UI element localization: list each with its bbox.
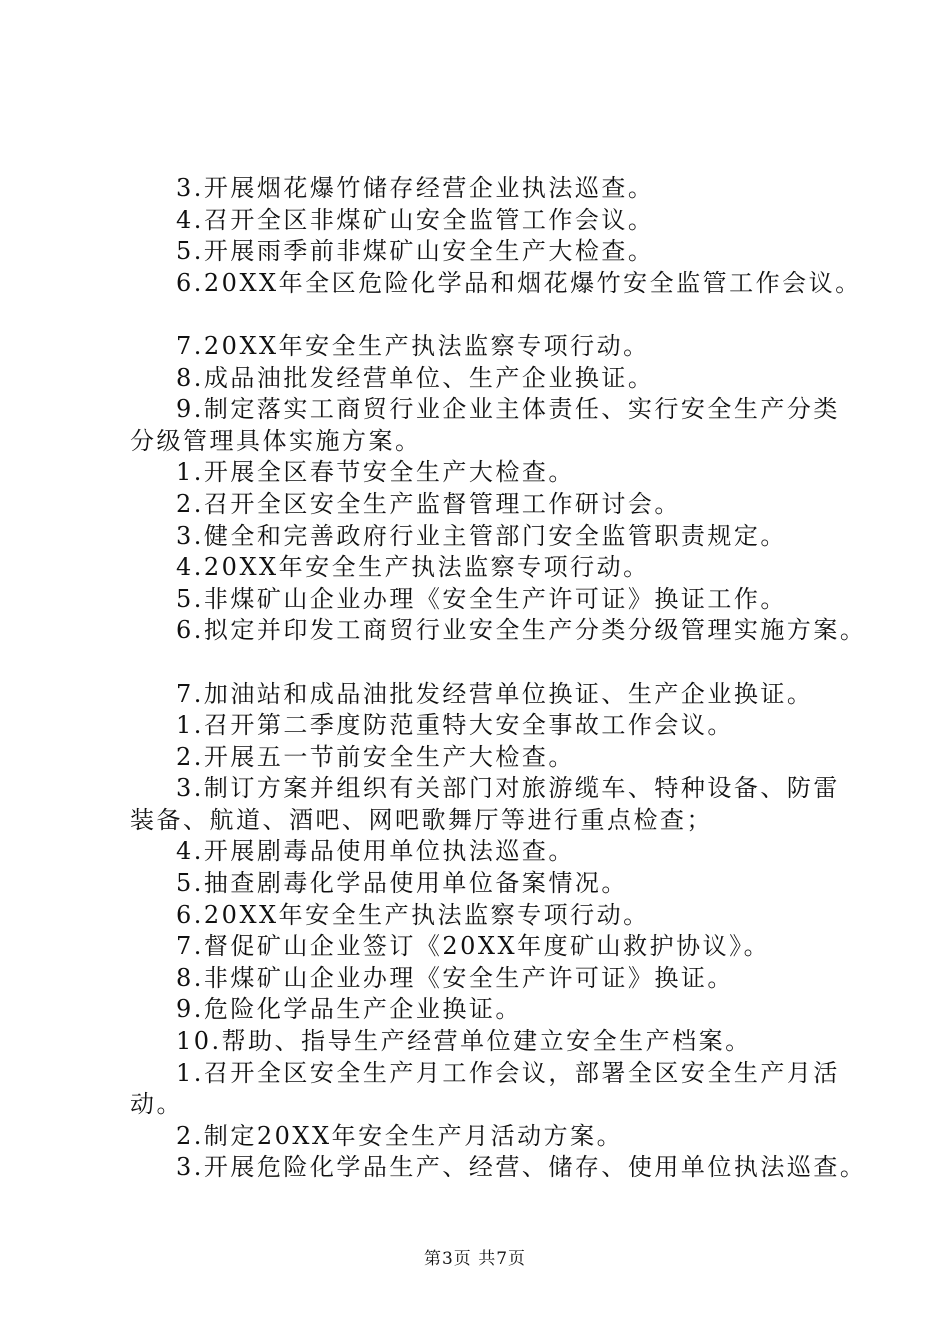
paragraph-line: 9.制定落实工商贸行业企业主体责任、实行安全生产分类 — [176, 395, 840, 424]
paragraph-line: 4.20XX年安全生产执法监察专项行动。 — [176, 553, 650, 582]
paragraph-line: 7.20XX年安全生产执法监察专项行动。 — [176, 331, 650, 360]
paragraph-line: 6.拟定并印发工商贸行业安全生产分类分级管理实施方案。 — [176, 616, 867, 645]
paragraph-line: 5.非煤矿山企业办理《安全生产许可证》换证工作。 — [176, 584, 787, 613]
blank-line — [130, 299, 850, 331]
paragraph-line: 1.召开第二季度防范重特大安全事故工作会议。 — [176, 711, 734, 740]
paragraph-line: 5.抽查剧毒化学品使用单位备案情况。 — [176, 869, 628, 898]
paragraph-line: 分级管理具体实施方案。 — [130, 426, 422, 455]
document-body — [130, 173, 867, 1184]
paragraph-line: 4.开展剧毒品使用单位执法巡查。 — [176, 837, 575, 866]
paragraph-line: 7.加油站和成品油批发经营单位换证、生产企业换证。 — [176, 679, 814, 708]
paragraph-line: 4.召开全区非煤矿山安全监管工作会议。 — [176, 205, 655, 234]
page-footer: 第3页 共7页 — [423, 1249, 527, 1269]
paragraph-line: 1.开展全区春节安全生产大检查。 — [176, 458, 575, 487]
paragraph-line: 6.20XX年安全生产执法监察专项行动。 — [176, 900, 650, 929]
paragraph-line: 8.非煤矿山企业办理《安全生产许可证》换证。 — [176, 963, 734, 992]
paragraph-line: 5.开展雨季前非煤矿山安全生产大检查。 — [176, 237, 655, 266]
paragraph-line: 动。 — [130, 1090, 183, 1119]
paragraph-line: 装备、航道、酒吧、网吧歌舞厅等进行重点检查； — [130, 805, 713, 834]
blank-line — [130, 647, 850, 679]
paragraph-line: 3.开展烟花爆竹储存经营企业执法巡查。 — [176, 174, 655, 202]
paragraph-line: 2.召开全区安全生产监督管理工作研讨会。 — [176, 489, 681, 518]
paragraph-line: 2.开展五一节前安全生产大检查。 — [176, 742, 575, 771]
paragraph-line: 2.制定20XX年安全生产月活动方案。 — [176, 1121, 624, 1150]
paragraph-line: 6.20XX年全区危险化学品和烟花爆竹安全监管工作会议。 — [176, 268, 862, 297]
paragraph-line: 1.召开全区安全生产月工作会议，部署全区安全生产月活 — [176, 1058, 840, 1087]
paragraph-line: 3.制订方案并组织有关部门对旅游缆车、特种设备、防雷 — [176, 774, 840, 803]
paragraph-line: 9.危险化学品生产企业换证。 — [176, 995, 522, 1024]
paragraph-line: 3.开展危险化学品生产、经营、储存、使用单位执法巡查。 — [176, 1153, 867, 1182]
paragraph-line: 10.帮助、指导生产经营单位建立安全生产档案。 — [176, 1027, 752, 1056]
paragraph-line: 7.督促矿山企业签订《20XX年度矿山救护协议》。 — [176, 932, 771, 961]
paragraph-line: 3.健全和完善政府行业主管部门安全监管职责规定。 — [176, 521, 787, 550]
paragraph-line: 8.成品油批发经营单位、生产企业换证。 — [176, 363, 655, 392]
